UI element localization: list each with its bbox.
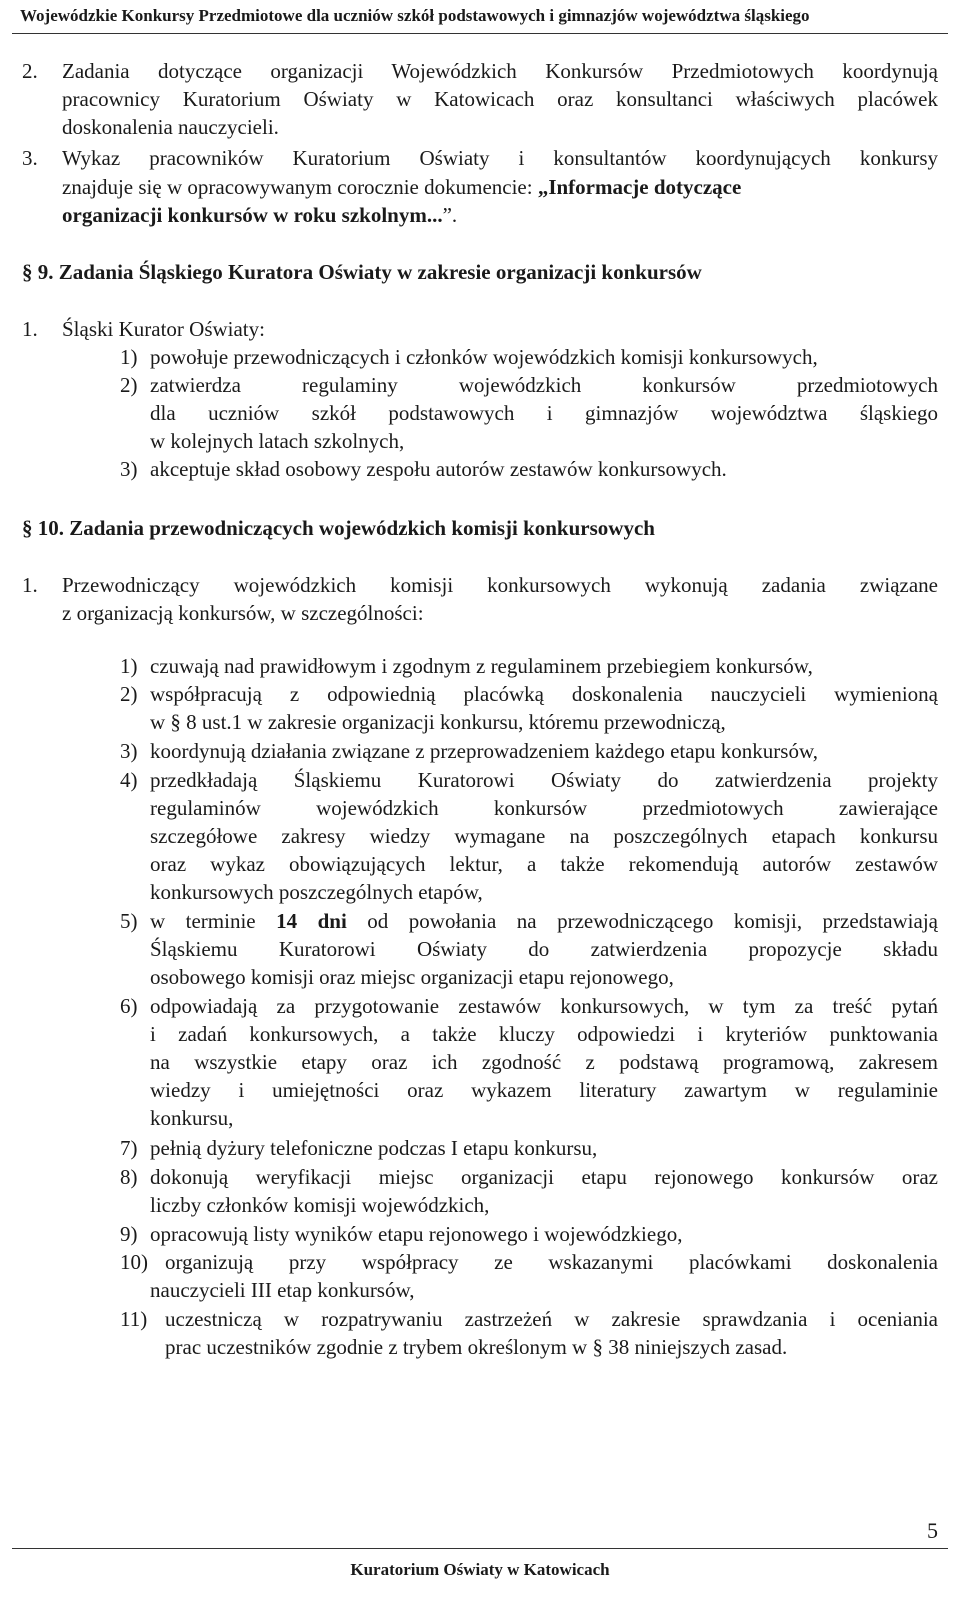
text-line: na wszystkie etapy oraz ich zgodność z podstawą programową, zakresem (150, 1050, 938, 1074)
text-line: Śląskiemu Kuratorowi Oświaty do zatwierdzenia propozycje składu (150, 937, 938, 961)
text-line: konkursu, (150, 1106, 234, 1130)
text-line: Śląski Kurator Oświaty: (62, 317, 265, 341)
point-number: 6) (120, 994, 138, 1018)
text-line: regulaminów wojewódzkich konkursów przedmiotowych zawierające (150, 796, 938, 820)
footer-divider (12, 1548, 948, 1549)
text-line: nauczycieli III etap konkursów, (150, 1278, 415, 1302)
text-line (62, 173, 741, 201)
point-number: 10) (120, 1250, 148, 1274)
item-number: 3. (22, 146, 38, 170)
text-line: i zadań konkursowych, a także kluczy odpowiedzi i kryteriów punktowania (150, 1022, 938, 1046)
point-number: 2) (120, 373, 138, 397)
section-heading-10: § 10. Zadania przewodniczących wojewódzkich komisji konkursowych (22, 516, 655, 540)
text-line (150, 907, 938, 935)
point-number: 9) (120, 1222, 138, 1246)
text-line: akceptuje skład osobowy zespołu autorów zestawów konkursowych. (150, 457, 727, 481)
text-line: uczestniczą w rozpatrywaniu zastrzeżeń w zakresie sprawdzania i oceniania (165, 1307, 938, 1331)
text-line: zatwierdza regulaminy wojewódzkich konkursów przedmiotowych (150, 373, 938, 397)
text-line: opracowują listy wyników etapu rejonowego i wojewódzkiego, (150, 1222, 683, 1246)
text-line: dla uczniów szkół podstawowych i gimnazjów województwa śląskiego (150, 401, 938, 425)
text-line: koordynują działania związane z przeprowadzeniem każdego etapu konkursów, (150, 739, 819, 763)
text-line: szczegółowe zakresy wiedzy wymagane na poszczególnych etapach konkursu (150, 824, 938, 848)
text-line: z organizacją konkursów, w szczególności: (62, 601, 424, 625)
item-number: 2. (22, 59, 38, 83)
point-number: 1) (120, 345, 138, 369)
text-line: odpowiadają za przygotowanie zestawów konkursowych, w tym za treść pytań (150, 994, 938, 1018)
point-number: 7) (120, 1136, 138, 1160)
item-number: 1. (22, 573, 38, 597)
point-number: 2) (120, 682, 138, 706)
text-span: od powołania na przewodniczącego komisji, przedstawiają (346, 909, 938, 933)
text-line: organizują przy współpracy ze wskazanymi placówkami doskonalenia (165, 1250, 938, 1274)
footer-title: Kuratorium Oświaty w Katowicach (350, 1560, 610, 1579)
text-line: czuwają nad prawidłowym i zgodnym z regulaminem przebiegiem konkursów, (150, 654, 813, 678)
deadline-value: 14 dni (276, 909, 347, 933)
text-line: wiedzy i umiejętności oraz wykazem literatury zawartym w regulaminie (150, 1078, 938, 1102)
text-line: konkursowych poszczególnych etapów, (150, 880, 483, 904)
text-line: osobowego komisji oraz miejsc organizacji etapu rejonowego, (150, 965, 674, 989)
text-line: liczby członków komisji wojewódzkich, (150, 1193, 490, 1217)
text-line: oraz wykaz obowiązujących lektur, a także rekomendują autorów zestawów (150, 852, 938, 876)
text-line (62, 201, 457, 229)
text-span: znajduje się w opracowywanym corocznie dokumencie: (62, 175, 538, 199)
point-number: 8) (120, 1165, 138, 1189)
header-title: Wojewódzkie Konkursy Przedmiotowe dla uczniów szkół podstawowych i gimnazjów województwa śląskiego (20, 6, 810, 25)
document-reference: „Informacje dotyczące (537, 175, 742, 199)
header-divider (12, 33, 948, 34)
point-number: 3) (120, 739, 138, 763)
text-line: doskonalenia nauczycieli. (62, 115, 279, 139)
page-number: 5 (927, 1518, 938, 1543)
text-span: w terminie (150, 909, 277, 933)
text-line: współpracują z odpowiednią placówką doskonalenia nauczycieli wymienioną (150, 682, 938, 706)
text-line: pełnią dyżury telefoniczne podczas I etapu konkursu, (150, 1136, 598, 1160)
text-line: pracownicy Kuratorium Oświaty w Katowicach oraz konsultanci właściwych placówek (62, 87, 938, 111)
text-line: Zadania dotyczące organizacji Wojewódzkich Konkursów Przedmiotowych koordynują (62, 59, 938, 83)
item-number: 1. (22, 317, 38, 341)
point-number: 3) (120, 457, 138, 481)
point-number: 5) (120, 909, 138, 933)
text-line: przedkładają Śląskiemu Kuratorowi Oświaty do zatwierdzenia projekty (150, 768, 938, 792)
text-line: w kolejnych latach szkolnych, (150, 429, 405, 453)
point-number: 4) (120, 768, 138, 792)
text-line: dokonują weryfikacji miejsc organizacji etapu rejonowego konkursów oraz (150, 1165, 938, 1189)
text-span: ”. (442, 203, 458, 227)
text-line: Przewodniczący wojewódzkich komisji konkursowych wykonują zadania związane (62, 573, 938, 597)
point-number: 11) (120, 1307, 148, 1331)
point-number: 1) (120, 654, 138, 678)
document-reference: organizacji konkursów w roku szkolnym... (62, 203, 443, 227)
text-line: w § 8 ust.1 w zakresie organizacji konkursu, któremu przewodniczą, (150, 710, 726, 734)
page-header (0, 0, 960, 34)
text-line: prac uczestników zgodnie z trybem określonym w § 38 niniejszych zasad. (165, 1335, 788, 1359)
text-line: Wykaz pracowników Kuratorium Oświaty i konsultantów koordynujących konkursy (62, 146, 938, 170)
text-line: powołuje przewodniczących i członków wojewódzkich komisji konkursowych, (150, 345, 818, 369)
section-heading-9: § 9. Zadania Śląskiego Kuratora Oświaty w zakresie organizacji konkursów (22, 260, 702, 284)
